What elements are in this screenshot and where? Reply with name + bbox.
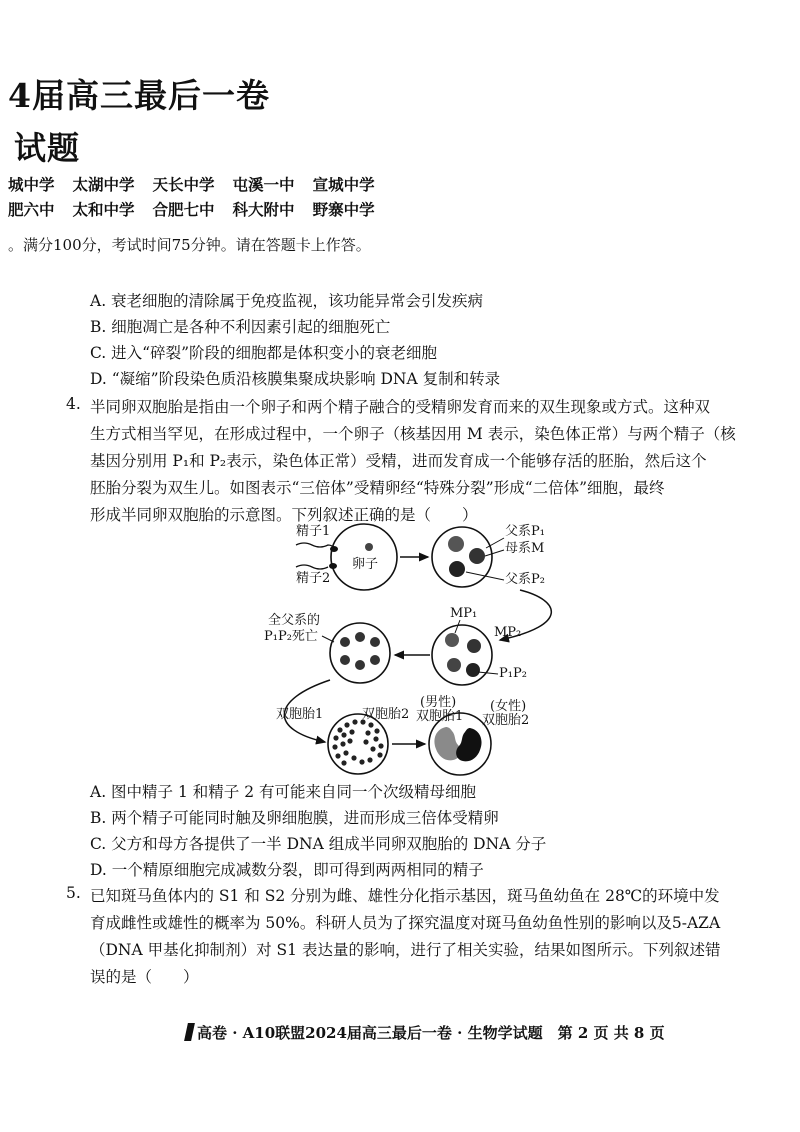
embryo-cell-cluster (328, 714, 388, 774)
q4-option-a: A. 图中精子 1 和精子 2 有可能来自同一个次级精母细胞 (90, 783, 476, 801)
dividing-cell (432, 625, 492, 685)
school-name: 太湖中学 (72, 175, 135, 194)
father-p2-label: 父系P₂ (505, 572, 545, 587)
school-name: 宣城中学 (312, 175, 375, 194)
q4-stem-line: 基因分别用 P₁和 P₂表示，染色体正常）受精，进而发育成一个能够存活的胚胎，然后这个 (90, 452, 707, 470)
sperm-2 (296, 565, 328, 569)
twin-1-label: 双胞胎1 (276, 707, 324, 722)
q5-stem-line: 育成雌性或雄性的概率为 50%。科研人员为了探究温度对斑马鱼幼鱼性别的影响以及5-AZA (90, 914, 721, 932)
q3-option-c: C. 进入“碎裂”阶段的细胞都是体积变小的衰老细胞 (90, 344, 438, 362)
q3-option-a: A. 衰老细胞的清除属于免疫监视，该功能异常会引发疾病 (90, 292, 484, 310)
twin-2-label: 双胞胎2 (362, 707, 410, 722)
sperm-1-label: 精子1 (296, 524, 331, 539)
sperm-2-label: 精子2 (296, 571, 331, 586)
p1p2-label: P₁P₂ (499, 666, 527, 681)
q4-stem-line: 半同卵双胞胎是指由一个卵子和两个精子融合的受精卵发育而来的双生现象或方式。这种双 (90, 398, 711, 416)
q4-number: 4. (66, 395, 81, 413)
q4-stem-line: 形成半同卵双胞胎的示意图。下列叙述正确的是（ ） (90, 506, 478, 524)
q4-stem-line: 胚胎分裂为双生儿。如图表示“三倍体”受精卵经“特殊分裂”形成“二倍体”细胞，最终 (90, 479, 665, 497)
mp1-label: MP₁ (450, 606, 478, 621)
page-footer (186, 1022, 665, 1043)
father-p1-label: 父系P₁ (505, 524, 545, 539)
dead-label-line2: P₁P₂死亡 (264, 629, 318, 644)
pronucleus-m (469, 548, 485, 564)
q4-option-c: C. 父方和母方各提供了一半 DNA 组成半同卵双胞胎的 DNA 分子 (90, 835, 547, 853)
q5-stem-line: 误的是（ ） (90, 968, 199, 986)
pronucleus-p2 (449, 561, 465, 577)
q4-stem-line: 生方式相当罕见，在形成过程中，一个卵子（核基因用 M 表示，染色体正常）与两个精子（核 (90, 425, 736, 443)
male-twin-label: 双胞胎1 (416, 709, 464, 724)
q5-stem-line: 已知斑马鱼体内的 S1 和 S2 分别为雌、雄性分化指示基因，斑马鱼幼鱼在 28℃的环境中发 (90, 887, 720, 905)
female-twin-label: 双胞胎2 (482, 713, 530, 728)
dead-label-line1: 全父系的 (268, 613, 321, 628)
embryo-cells (332, 719, 383, 765)
school-name: 屯溪一中 (232, 175, 295, 194)
school-name: 城中学 (8, 175, 55, 194)
male-label: (男性) (420, 695, 457, 710)
q5-stem-line: （DNA 甲基化抑制剂）对 S1 表达量的影响，进行了相关实验，结果如图所示。下列叙述错 (90, 941, 721, 959)
exam-notice: 。满分100分，考试时间75分钟。请在答题卡上作答。 (8, 236, 371, 254)
school-name: 合肥七中 (152, 200, 215, 219)
school-name: 野寨中学 (312, 200, 375, 219)
q5-number: 5. (66, 884, 81, 902)
egg-nucleus (365, 543, 373, 551)
female-label: (女性) (490, 699, 527, 714)
footer-text: 高卷 · A10联盟2024届高三最后一卷 · 生物学试题 第 2 页 共 8 页 (197, 1024, 665, 1042)
mp2-label: MP₂ (494, 625, 522, 640)
q3-option-b: B. 细胞凋亡是各种不利因素引起的细胞死亡 (90, 318, 391, 336)
pronucleus-p1 (448, 536, 464, 552)
q4-option-b: B. 两个精子可能同时触及卵细胞膜，进而形成三倍体受精卵 (90, 809, 499, 827)
school-name: 肥六中 (8, 200, 55, 219)
egg-label: 卵子 (352, 557, 379, 572)
school-name: 天长中学 (152, 175, 215, 194)
sperm-1 (296, 543, 334, 548)
brand-logo-icon (184, 1023, 195, 1041)
q4-option-d: D. 一个精原细胞完成减数分裂，即可得到两两相同的精子 (90, 861, 484, 879)
q3-option-d: D. “凝缩”阶段染色质沿核膜集聚成块影响 DNA 复制和转录 (90, 370, 501, 388)
school-name: 科大附中 (232, 200, 295, 219)
school-name: 太和中学 (72, 200, 135, 219)
exam-subtitle: 试题 (14, 129, 81, 167)
female-twin-embryo (456, 728, 481, 761)
exam-title: 4届高三最后一卷 (8, 76, 270, 115)
mother-m-label: 母系M (505, 541, 545, 556)
